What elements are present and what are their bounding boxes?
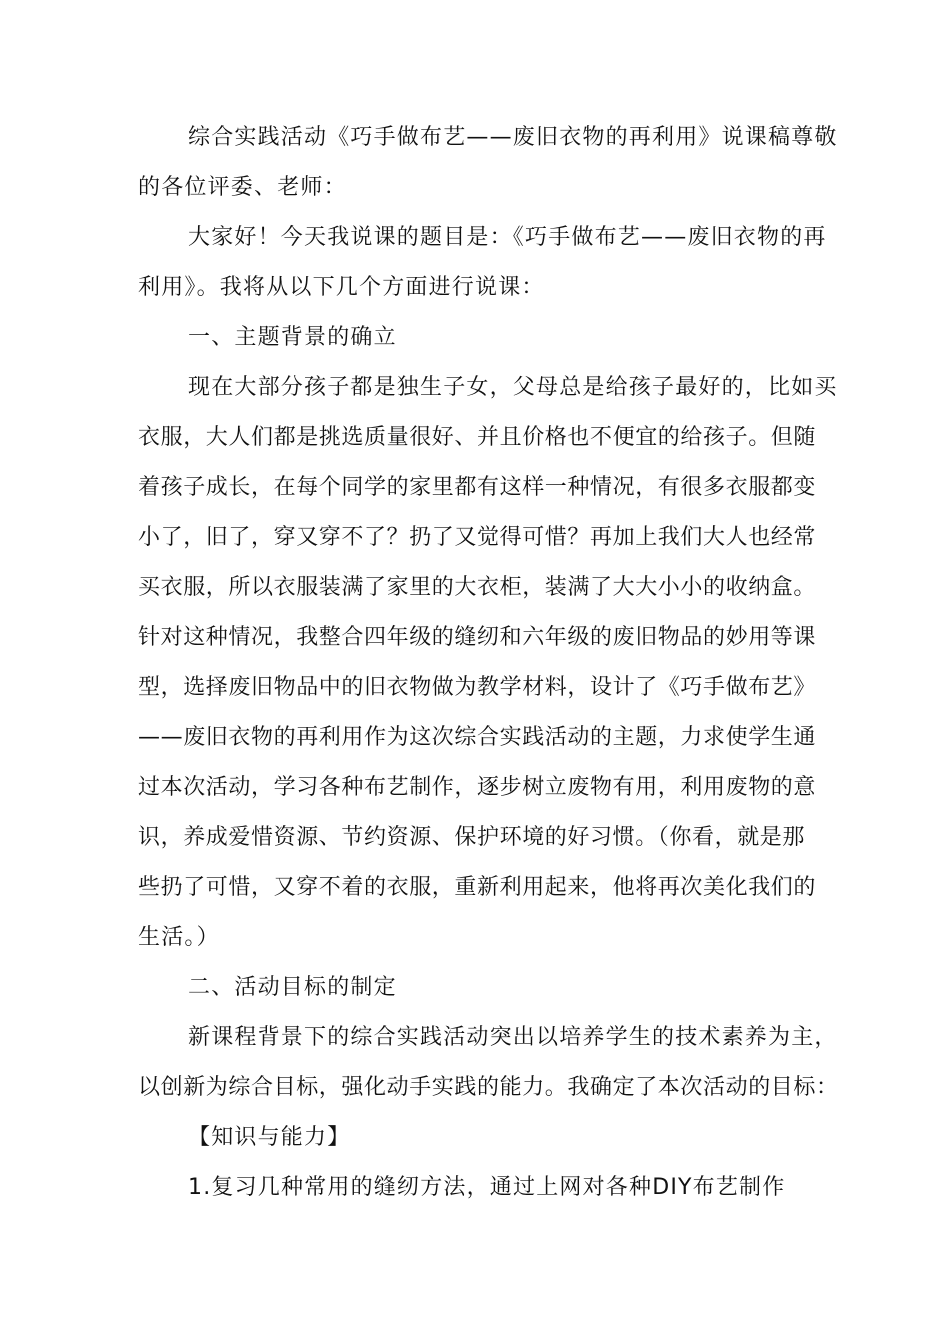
doc-line: 型，选择废旧物品中的旧衣物做为教学材料，设计了《巧手做布艺》 xyxy=(138,675,817,700)
doc-line-salutation: 的各位评委、老师： xyxy=(138,175,347,200)
doc-line: 买衣服，所以衣服装满了家里的大衣柜，装满了大大小小的收纳盒。 xyxy=(138,575,817,600)
doc-line: 1.复习几种常用的缝纫方法，通过上网对各种DIY布艺制作 xyxy=(188,1175,786,1200)
doc-line: 衣服，大人们都是挑选质量很好、并且价格也不便宜的给孩子。但随 xyxy=(138,425,817,450)
doc-line: 以创新为综合目标，强化动手实践的能力。我确定了本次活动的目标： xyxy=(138,1075,839,1100)
doc-line: ——废旧衣物的再利用作为这次综合实践活动的主题，力求使学生通 xyxy=(138,725,817,750)
doc-line: 识，养成爱惜资源、节约资源、保护环境的好习惯。（你看，就是那 xyxy=(138,825,806,850)
doc-line: 针对这种情况，我整合四年级的缝纫和六年级的废旧物品的妙用等课 xyxy=(138,625,817,650)
section-heading-2: 二、活动目标的制定 xyxy=(188,975,397,1000)
doc-line: 小了，旧了，穿又穿不了？扔了又觉得可惜？再加上我们大人也经常 xyxy=(138,525,817,550)
doc-line: 大家好！今天我说课的题目是：《巧手做布艺——废旧衣物的再 xyxy=(188,225,827,250)
doc-line: 过本次活动，学习各种布艺制作，逐步树立废物有用，利用废物的意 xyxy=(138,775,817,800)
doc-line: 着孩子成长，在每个同学的家里都有这样一种情况，有很多衣服都变 xyxy=(138,475,817,500)
doc-line: 现在大部分孩子都是独生子女，父母总是给孩子最好的，比如买 xyxy=(188,375,838,400)
doc-line: 利用》。我将从以下几个方面进行说课： xyxy=(138,275,545,300)
doc-line: 新课程背景下的综合实践活动突出以培养学生的技术素养为主， xyxy=(188,1025,838,1050)
doc-line: 些扔了可惜，又穿不着的衣服，重新利用起来，他将再次美化我们的 xyxy=(138,875,817,900)
doc-line: 生活。） xyxy=(138,925,220,950)
section-heading-1: 一、主题背景的确立 xyxy=(188,325,397,350)
subsection-heading: 【知识与能力】 xyxy=(188,1125,351,1150)
doc-line-title: 综合实践活动《巧手做布艺——废旧衣物的再利用》说课稿尊敬 xyxy=(188,125,838,150)
